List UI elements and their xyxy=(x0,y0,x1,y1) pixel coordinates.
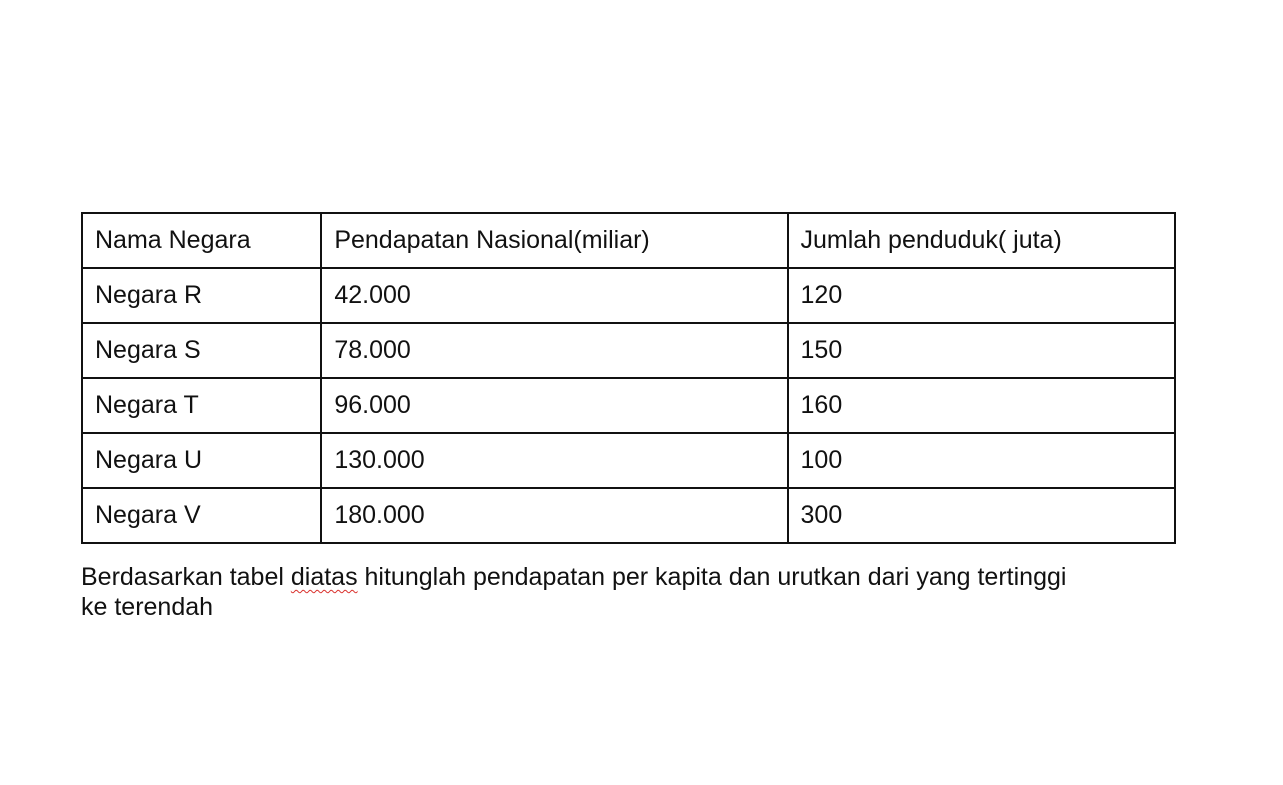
population-cell: 160 xyxy=(788,378,1175,433)
country-name-cell: Negara T xyxy=(82,378,321,433)
question-text-start: Berdasarkan tabel xyxy=(81,563,291,591)
population-cell: 150 xyxy=(788,323,1175,378)
table-header-row xyxy=(82,213,1175,268)
table-row xyxy=(82,323,1175,378)
table-row xyxy=(82,268,1175,323)
population-cell: 300 xyxy=(788,488,1175,543)
question-text-rest: hitunglah pendapatan per kapita dan urutkan dari yang tertinggi xyxy=(357,563,1067,591)
header-nama-negara: Nama Negara xyxy=(82,213,321,268)
country-name-cell: Negara U xyxy=(82,433,321,488)
table-row xyxy=(82,378,1175,433)
national-income-cell: 78.000 xyxy=(321,323,787,378)
header-pendapatan-nasional: Pendapatan Nasional(miliar) xyxy=(321,213,787,268)
header-jumlah-penduduk: Jumlah penduduk( juta) xyxy=(788,213,1175,268)
population-cell: 100 xyxy=(788,433,1175,488)
national-income-cell: 96.000 xyxy=(321,378,787,433)
country-name-cell: Negara V xyxy=(82,488,321,543)
national-income-cell: 130.000 xyxy=(321,433,787,488)
national-income-cell: 180.000 xyxy=(321,488,787,543)
population-cell: 120 xyxy=(788,268,1175,323)
table-row xyxy=(82,433,1175,488)
table-row xyxy=(82,488,1175,543)
data-table xyxy=(81,212,1176,544)
spellcheck-flagged-word: diatas xyxy=(290,563,358,591)
question-paragraph xyxy=(81,562,1191,622)
country-name-cell: Negara S xyxy=(82,323,321,378)
question-text-line2: ke terendah xyxy=(81,593,214,621)
country-name-cell: Negara R xyxy=(82,268,321,323)
national-income-cell: 42.000 xyxy=(321,268,787,323)
